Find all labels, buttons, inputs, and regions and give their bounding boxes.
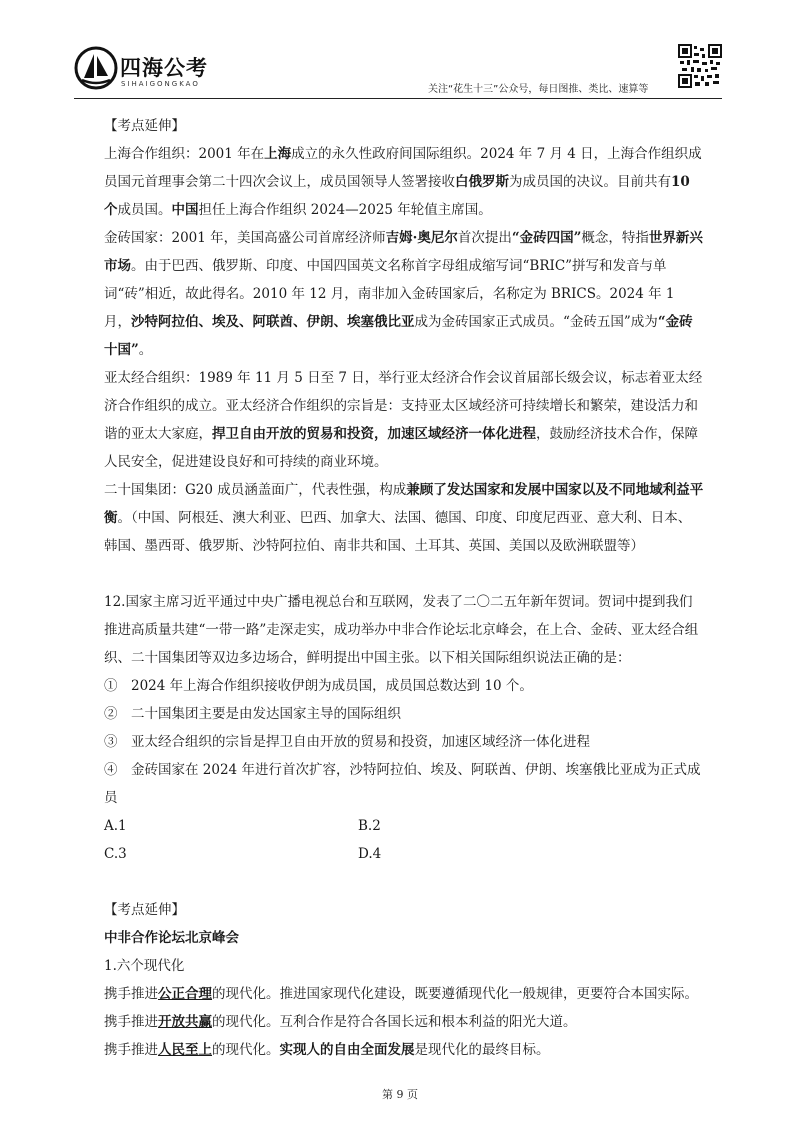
- bold-text: 10 个: [104, 174, 690, 218]
- text: 成立的永久性政府间国际组织。2024 年 7 月 4 日，上海合作组织成员国元首理事会第二十四次会议上，成员国领导人签署接收: [104, 146, 702, 190]
- bold-text: 捍卫自由开放的贸易和投资，加速区域经济一体化进程: [212, 426, 536, 442]
- text: 二十国集团：G20 成员涵盖面广，代表性强，构成: [104, 482, 407, 498]
- bold-text: 实现人的自由全面发展: [279, 1042, 415, 1058]
- question-item-4: ④ 金砖国家在 2024 年进行首次扩容，沙特阿拉伯、埃及、阿联酋、伊朗、埃塞俄比亚成为正式成员: [104, 762, 701, 806]
- bold-text: 上海: [264, 146, 292, 162]
- bold-text: “金砖四国”: [511, 230, 582, 246]
- spacer: [104, 560, 704, 588]
- qr-code-icon: [678, 44, 722, 88]
- underlined-text: 开放共赢: [158, 1014, 212, 1030]
- bold-text: 沙特阿拉伯、埃及、阿联酋、伊朗、埃塞俄比亚: [131, 314, 415, 330]
- underlined-text: 人民至上: [158, 1042, 212, 1058]
- text: 。由于巴西、俄罗斯、印度、中国四国英文名称首字母组成缩写词“BRIC”拼写和发音与单词“砖”相近，故此得名。2010 年 12 月，南非加入金砖国家后，名称定为 BRICS。2024 年 1 月，: [104, 258, 675, 330]
- sail-logo-icon: [74, 46, 118, 90]
- text: 首次提出: [457, 230, 512, 246]
- logo-text: 四海公考: [120, 56, 208, 80]
- modernization-line-1: [104, 980, 704, 1008]
- option-a: A.1: [104, 818, 127, 834]
- sco-paragraph: [104, 140, 704, 224]
- logo-subtext: SIHAIGONGKAO: [121, 80, 200, 88]
- text: 成员国。: [117, 202, 172, 218]
- section-title: 【考点延伸】: [104, 902, 185, 918]
- text: 的现代化。互利合作是符合各国长远和根本利益的阳光大道。: [212, 1014, 577, 1030]
- underlined-text: 公正合理: [158, 986, 212, 1002]
- text: 的现代化。推进国家现代化建设，既要遵循现代化一般规律，更要符合本国实际。: [212, 986, 698, 1002]
- option-d: D.4: [358, 846, 382, 862]
- header-divider: [74, 98, 722, 99]
- question-item-1: ① 2024 年上海合作组织接收伊朗为成员国，成员国总数达到 10 个。: [104, 678, 533, 694]
- bold-text: 世界新兴市场: [104, 230, 703, 274]
- bold-text: 白俄罗斯: [455, 174, 509, 190]
- bold-text: “金砖十国”: [104, 314, 693, 358]
- text: 。（中国、阿根廷、澳大利亚、巴西、加拿大、法国、德国、印度、印度尼西亚、意大利、日本、韩国、墨西哥、俄罗斯、沙特阿拉伯、南非共和国、土耳其、英国、美国以及欧洲联盟等）: [104, 510, 692, 554]
- text: 的现代化。: [212, 1042, 280, 1058]
- text: 。: [138, 342, 153, 358]
- bold-text: 兼顾了发达国家和发展中国家以及不同地域利益平衡: [104, 482, 704, 526]
- modernization-line-3: [104, 1036, 704, 1064]
- text: 是现代化的最终目标。: [414, 1042, 550, 1058]
- option-b: B.2: [358, 818, 381, 834]
- g20-paragraph: [104, 476, 704, 560]
- subheading: 1.六个现代化: [104, 958, 185, 974]
- question-stem: 12.国家主席习近平通过中央广播电视总台和互联网，发表了二〇二五年新年贺词。贺词中提到我们推进高质量共建“一带一路”走深走实，成功举办中非合作论坛北京峰会，在上合、金砖、亚太经合组织、二十国集团等双边多边场合，鲜明提出中国主张。以下相关国际组织说法正确的是：: [104, 594, 699, 666]
- text: 担任上海合作组织 2024—2025 年轮值主席国。: [198, 202, 492, 218]
- answer-options: [104, 812, 704, 868]
- header-slogan: 关注“花生十三”公众号，每日图推、类比、速算等: [428, 84, 649, 95]
- text: 亚太经合组织：1989 年 11 月 5 日至 7 日，举行亚太经济合作会议首届部长级会议，标志着亚太经济合作组织的成立。亚太经济合作组织的宗旨是：支持亚太区域经济可持续增长和繁荣，建设活力和谐的亚太大家庭，: [104, 370, 703, 442]
- text: 概念，特指: [581, 230, 649, 246]
- logo: [74, 46, 274, 96]
- modernization-line-2: [104, 1008, 704, 1036]
- apec-paragraph: [104, 364, 704, 476]
- text: 成为金砖国家正式成员。“金砖五国”成为: [414, 314, 658, 330]
- text: 携手推进: [104, 1014, 158, 1030]
- text: 为成员国的决议。目前共有: [509, 174, 671, 190]
- brics-paragraph: [104, 224, 704, 364]
- page-content: [104, 112, 704, 1064]
- bold-text: 吉姆·奥尼尔: [385, 230, 458, 246]
- text: 携手推进: [104, 1042, 158, 1058]
- option-c: C.3: [104, 846, 127, 862]
- section-title: 【考点延伸】: [104, 118, 185, 134]
- question-item-2: ② 二十国集团主要是由发达国家主导的国际组织: [104, 706, 401, 722]
- page-number: 第 9 页: [382, 1088, 418, 1101]
- spacer: [104, 868, 704, 896]
- text: ，鼓励经济技术合作，保障人民安全，促进建设良好和可持续的商业环境。: [104, 426, 698, 470]
- bold-text: 中国: [171, 202, 199, 218]
- text: 上海合作组织：2001 年在: [104, 146, 265, 162]
- section-subtitle: 中非合作论坛北京峰会: [104, 930, 239, 946]
- question-item-3: ③ 亚太经合组织的宗旨是捍卫自由开放的贸易和投资，加速区域经济一体化进程: [104, 734, 590, 750]
- text: 携手推进: [104, 986, 158, 1002]
- page-header: [0, 0, 800, 100]
- text: 金砖国家：2001 年，美国高盛公司首席经济师: [104, 230, 386, 246]
